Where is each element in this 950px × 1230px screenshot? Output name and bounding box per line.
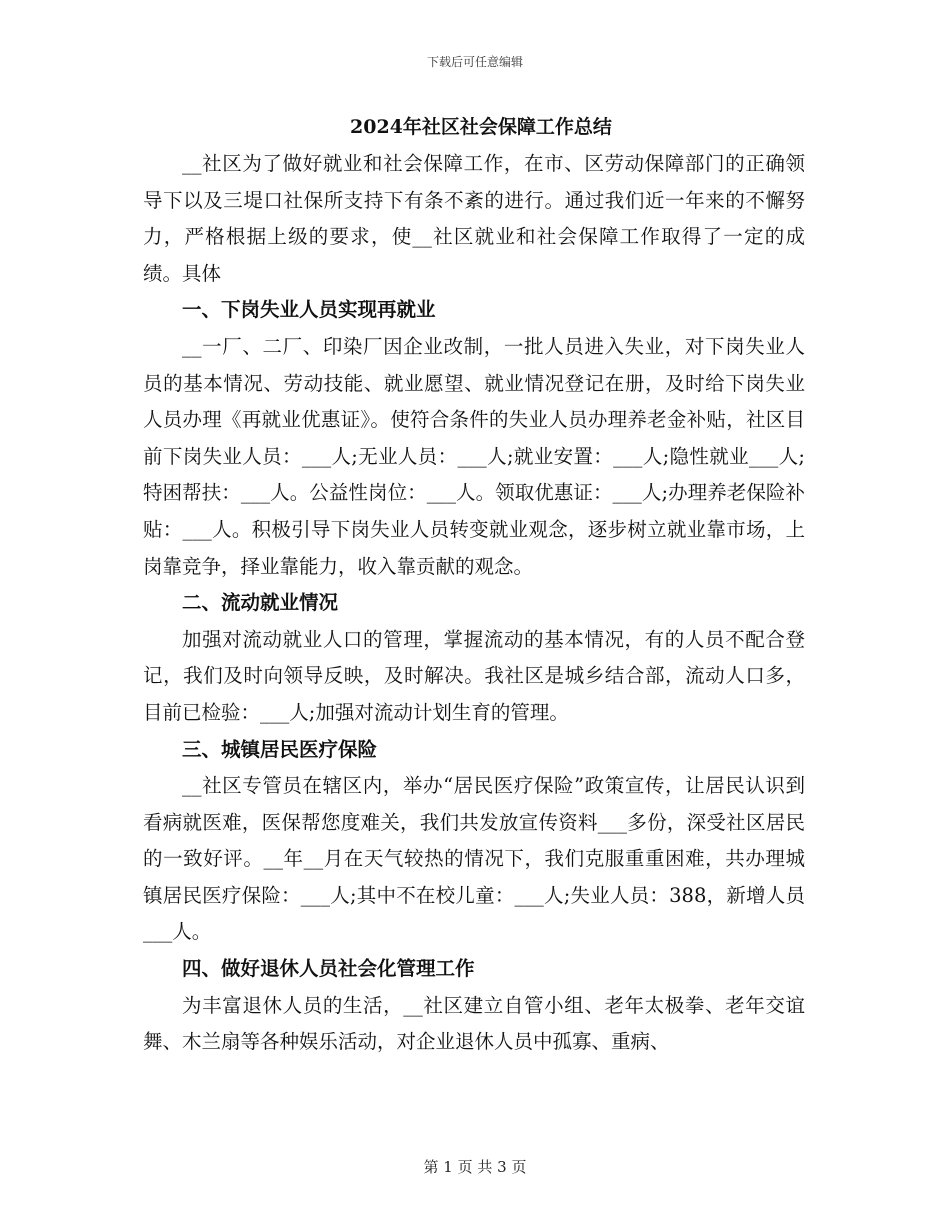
section-body-1: __一厂、二厂、印染厂因企业改制，一批人员进入失业，对下岗失业人员的基本情况、劳动技能、就业愿望、就业情况登记在册，及时给下岗失业人员办理《再就业优惠证》。使符合条件的失业人员办理养老金补贴，社区目前下岗失业人员：___人;无业人员：___人;就业安置：___人;隐性就业___人;特困帮扶：___人。公益性岗位：___人。领取优惠证：___人;办理养老保险补贴：___人。积极引导下岗失业人员转变就业观念，逐步树立就业靠市场，上岗靠竞争，择业靠能力，收入靠贡献的观念。: [143, 334, 805, 578]
section-body-4: 为丰富退休人员的生活，__社区建立自管小组、老年太极拳、老年交谊舞、木兰扇等各种娱乐活动，对企业退休人员中孤寡、重病、: [143, 993, 805, 1054]
section-heading-1: 一、下岗失业人员实现再就业: [182, 298, 436, 322]
page-number-footer: 第 1 页 共 3 页: [423, 1158, 527, 1176]
section-heading-2: 二、流动就业情况: [182, 591, 339, 615]
section-heading-3: 三、城镇居民医疗保险: [182, 737, 378, 761]
document-body: [143, 112, 805, 1061]
section-body-2: 加强对流动就业人口的管理，掌握流动的基本情况，有的人员不配合登记，我们及时向领导反映，及时解决。我社区是城乡结合部，流动人口多，目前已检验：___人;加强对流动计划生育的管理。: [143, 627, 805, 724]
section-heading-4: 四、做好退休人员社会化管理工作: [182, 957, 475, 981]
document-title: 2024年社区社会保障工作总结: [350, 116, 612, 138]
page-header-note: 下载后可任意编辑: [426, 55, 523, 69]
section-body-3: __社区专管员在辖区内，举办“居民医疗保险”政策宣传，让居民认识到看病就医难，医保帮您度难关，我们共发放宣传资料___多份，深受社区居民的一致好评。__年__月在天气较热的情况下，我们克服重重困难，共办理城镇居民医疗保险：___人;其中不在校儿童：___人;失业人员：388，新增人员___人。: [143, 774, 805, 944]
intro-paragraph: __社区为了做好就业和社会保障工作，在市、区劳动保障部门的正确领导下以及三堤口社保所支持下有条不紊的进行。通过我们近一年来的不懈努力，严格根据上级的要求，使__社区就业和社会保障工作取得了一定的成绩。具体: [143, 152, 805, 285]
